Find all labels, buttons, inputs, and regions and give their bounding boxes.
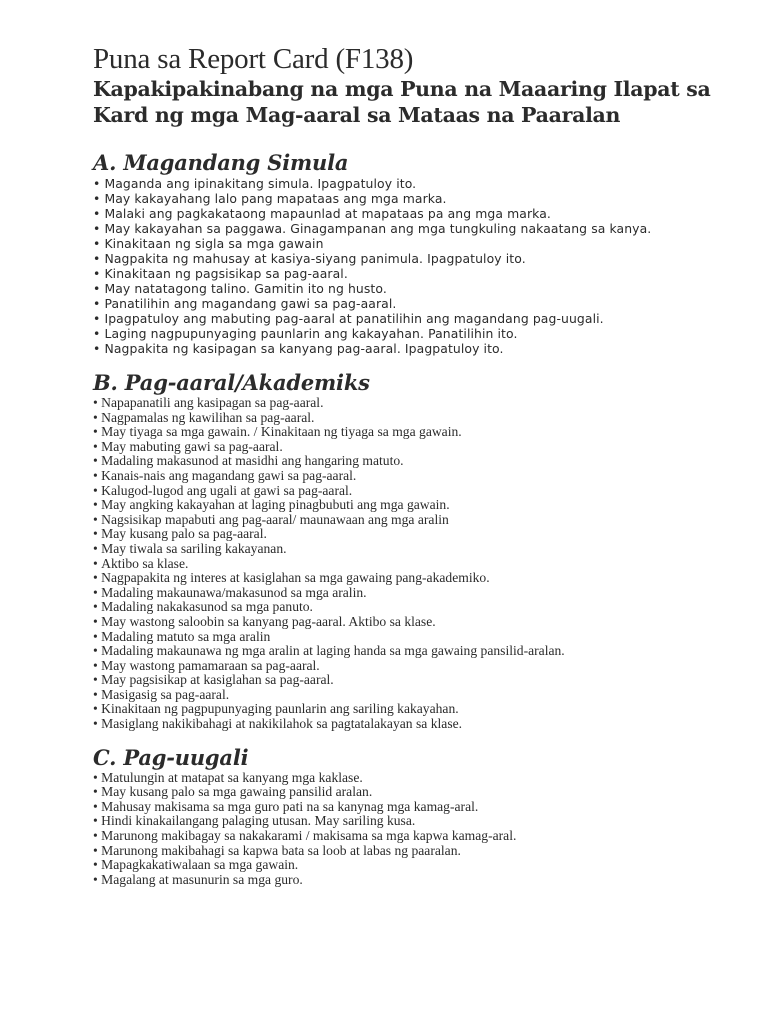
section-heading-pag-aaral: B. Pag-aaral/Akademiks [93, 370, 370, 395]
list-item: • Matulungin at matapat sa kanyang mga kaklase. [93, 771, 753, 786]
list-item: • Marunong makibagay sa nakakarami / makisama sa mga kapwa kamag-aral. [93, 829, 753, 844]
list-item: • Madaling makaunawa ng mga aralin at laging handa sa mga gawaing pansilid-aralan. [93, 644, 753, 659]
list-item: • Madaling makaunawa/makasunod sa mga aralin. [93, 586, 753, 601]
list-item: • May mabuting gawi sa pag-aaral. [93, 440, 753, 455]
list-item: • May tiyaga sa mga gawain. / Kinakitaan ng tiyaga sa mga gawain. [93, 425, 753, 440]
list-item: • Kanais-nais ang magandang gawi sa pag-aaral. [93, 469, 753, 484]
list-item: • Maganda ang ipinakitang simula. Ipagpatuloy ito. [93, 176, 753, 191]
list-item: • May kusang palo sa mga gawaing pansilid aralan. [93, 785, 753, 800]
list-item: • Laging nagpupunyaging paunlarin ang kakayahan. Panatilihin ito. [93, 326, 753, 341]
list-item: • May kusang palo sa pag-aaral. [93, 527, 753, 542]
list-item: • Kalugod-lugod ang ugali at gawi sa pag-aaral. [93, 484, 753, 499]
list-item: • Nagsisikap mapabuti ang pag-aaral/ maunawaan ang mga aralin [93, 513, 753, 528]
list-item: • Madaling nakakasunod sa mga panuto. [93, 600, 753, 615]
list-item: • Madaling matuto sa mga aralin [93, 630, 753, 645]
list-item: • May wastong pamamaraan sa pag-aaral. [93, 659, 753, 674]
list-item: • May kakayahang lalo pang mapataas ang mga marka. [93, 191, 753, 206]
list-item: • Masiglang nakikibahagi at nakikilahok sa pagtatalakayan sa klase. [93, 717, 753, 732]
section-heading-magandang-simula: A. Magandang Simula [93, 150, 349, 175]
section-heading-pag-uugali: C. Pag-uugali [93, 744, 249, 770]
list-item: • May tiwala sa sariling kakayanan. [93, 542, 753, 557]
list-magandang-simula [93, 176, 753, 356]
list-item: • Madaling makasunod at masidhi ang hangaring matuto. [93, 454, 753, 469]
list-item: • Hindi kinakailangang palaging utusan. May sariling kusa. [93, 814, 753, 829]
list-item: • May angking kakayahan at laging pinagbubuti ang mga gawain. [93, 498, 753, 513]
list-item: • Napapanatili ang kasipagan sa pag-aaral. [93, 396, 753, 411]
list-item: • Kinakitaan ng pagsisikap sa pag-aaral. [93, 266, 753, 281]
page-title: Puna sa Report Card (F138) [93, 43, 414, 75]
list-item: • Aktibo sa klase. [93, 557, 753, 572]
list-item: • Ipagpatuloy ang mabuting pag-aaral at panatilihin ang magandang pag-uugali. [93, 311, 753, 326]
list-item: • Nagpakita ng mahusay at kasiya-siyang panimula. Ipagpatuloy ito. [93, 251, 753, 266]
list-item: • Masigasig sa pag-aaral. [93, 688, 753, 703]
list-pag-uugali [93, 771, 753, 888]
list-item: • Marunong makibahagi sa kapwa bata sa loob at labas ng paaralan. [93, 844, 753, 859]
list-item: • Kinakitaan ng sigla sa mga gawain [93, 236, 753, 251]
list-item: • May kakayahan sa paggawa. Ginagampanan ang mga tungkuling nakaatang sa kanya. [93, 221, 753, 236]
page-subtitle: Kapakipakinabang na mga Puna na Maaaring Ilapat sa Kard ng mga Mag-aaral sa Mataas na Paaralan [93, 77, 711, 127]
list-item: • Nagpakita ng kasipagan sa kanyang pag-aaral. Ipagpatuloy ito. [93, 341, 753, 356]
list-item: • Malaki ang pagkakataong mapaunlad at mapataas pa ang mga marka. [93, 206, 753, 221]
list-item: • Panatilihin ang magandang gawi sa pag-aaral. [93, 296, 753, 311]
list-item: • May wastong saloobin sa kanyang pag-aaral. Aktibo sa klase. [93, 615, 753, 630]
list-item: • Nagpapakita ng interes at kasiglahan sa mga gawaing pang-akademiko. [93, 571, 753, 586]
document-page [93, 42, 753, 887]
list-item: • Magalang at masunurin sa mga guro. [93, 873, 753, 888]
list-pag-aaral [93, 396, 753, 732]
list-item: • May natatagong talino. Gamitin ito ng husto. [93, 281, 753, 296]
list-item: • Nagpamalas ng kawilihan sa pag-aaral. [93, 411, 753, 426]
list-item: • Kinakitaan ng pagpupunyaging paunlarin ang sariling kakayahan. [93, 702, 753, 717]
list-item: • Mapagkakatiwalaan sa mga gawain. [93, 858, 753, 873]
list-item: • Mahusay makisama sa mga guro pati na sa kanynag mga kamag-aral. [93, 800, 753, 815]
list-item: • May pagsisikap at kasiglahan sa pag-aaral. [93, 673, 753, 688]
